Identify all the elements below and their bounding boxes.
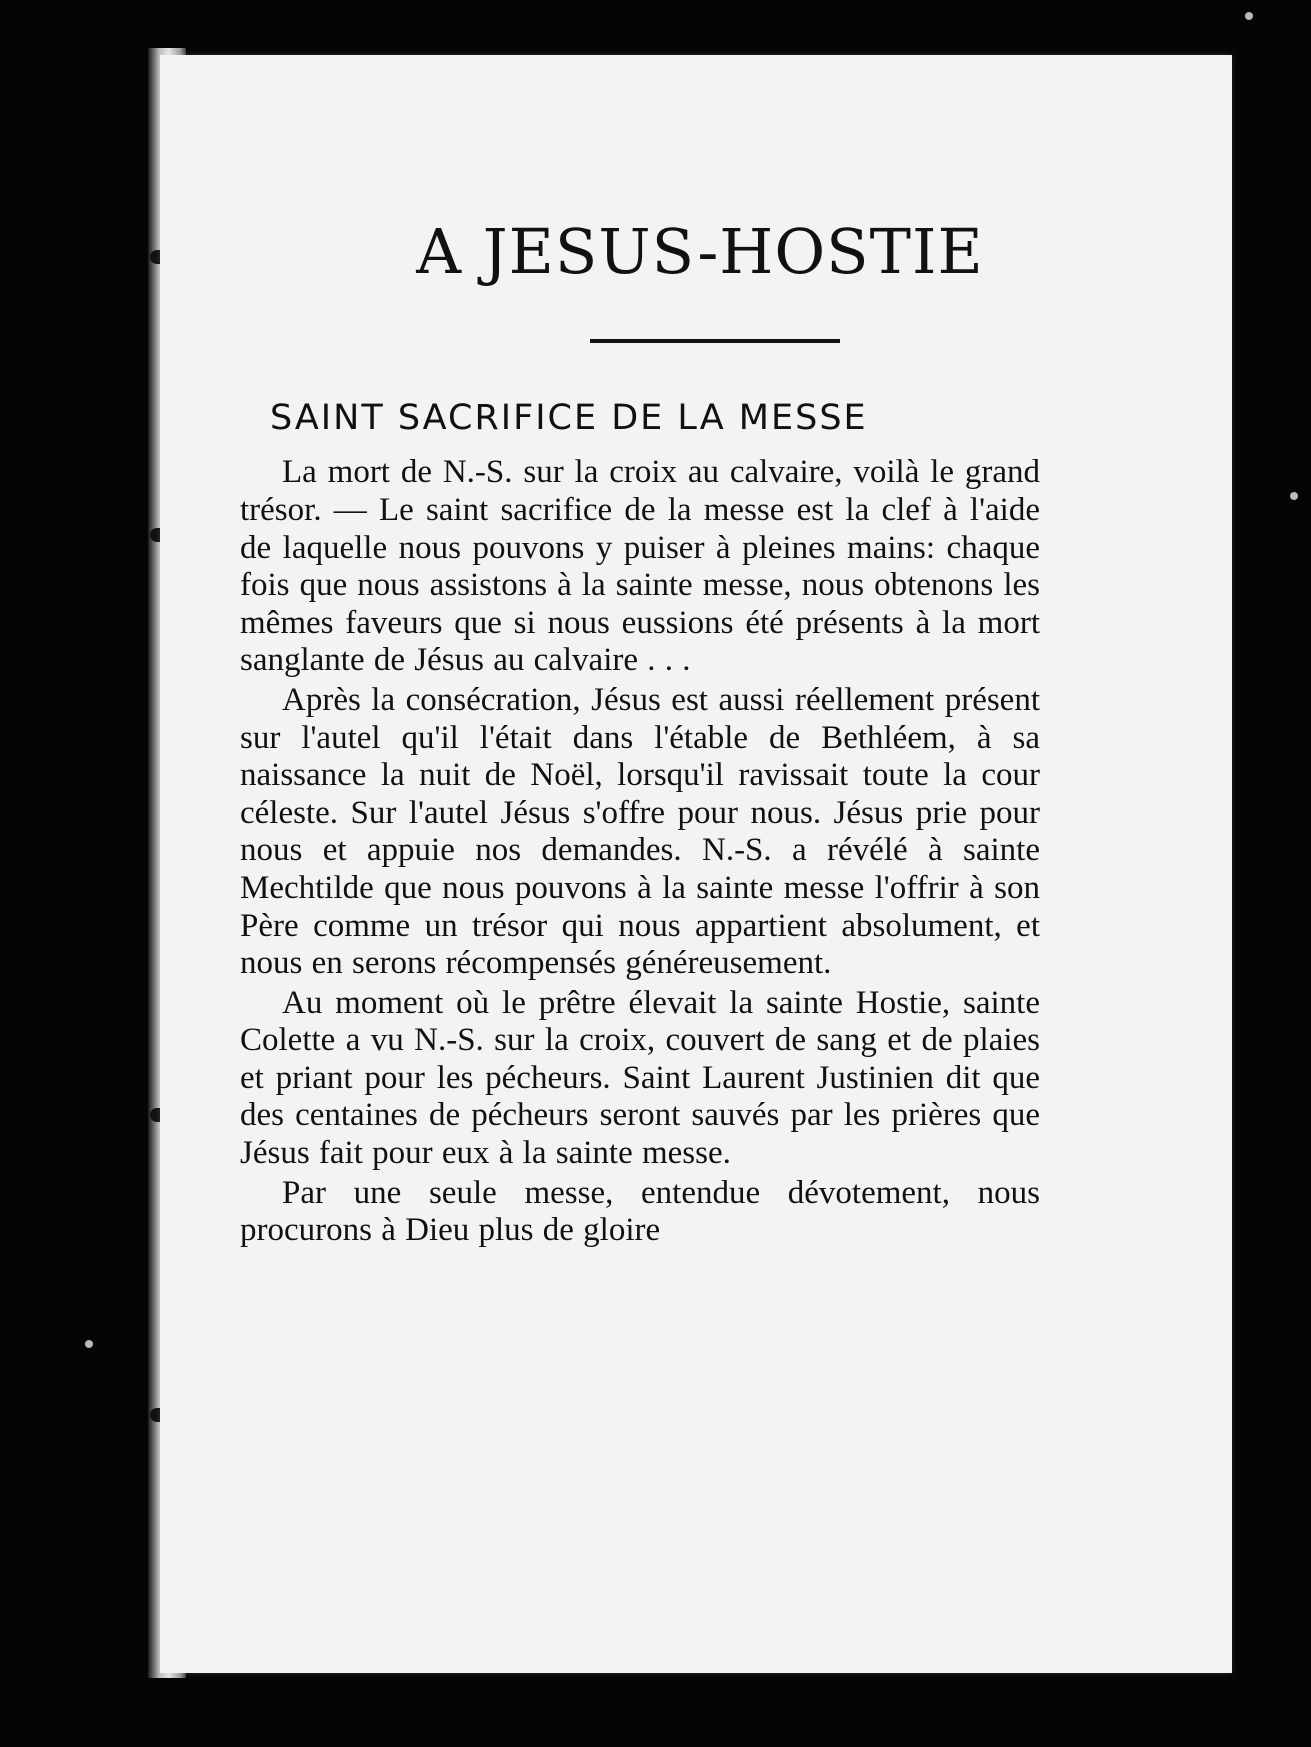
paragraph: Par une seule messe, entendue dévotement, nous procurons à Dieu plus de gloire xyxy=(240,1174,1040,1249)
section-heading: SAINT SACRIFICE DE LA MESSE xyxy=(270,398,868,439)
scan-speck xyxy=(85,1340,93,1348)
paragraph: Au moment où le prêtre élevait la sainte Hostie, sainte Colette a vu N.-S. sur la croix, couvert de sang et de plaies et priant pour les pécheurs. Saint Laurent Justinien dit que des centaines de pécheurs seront sauvés par les prières que Jésus fait pour eux à la sainte messe. xyxy=(240,984,1040,1172)
paragraph: La mort de N.-S. sur la croix au calvaire, voilà le grand trésor. — Le saint sacrifice de la messe est la clef à l'aide de laquelle nous pouvons y puiser à pleines mains: chaque fois que nous assistons à la sainte messe, nous obtenons les mêmes faveurs que si nous eussions été présents à la mort sanglante de Jésus au calvaire . . . xyxy=(240,454,1040,679)
page-content xyxy=(240,215,1040,1250)
scan-speck xyxy=(1245,12,1253,20)
scan-speck xyxy=(1290,492,1298,500)
page-title: A JESUS-HOSTIE xyxy=(416,215,984,288)
title-divider xyxy=(590,339,840,343)
paragraph: Après la consécration, Jésus est aussi réellement présent sur l'autel qu'il l'était dans l'étable de Bethléem, à sa naissance la nuit de Noël, lorsqu'il ravissait toute la cour céleste. Sur l'autel Jésus s'offre pour nous. Jésus prie pour nous et appuie nos demandes. N.-S. a révélé à sainte Mechtilde que nous pouvons à la sainte messe l'offrir à son Père comme un trésor qui nous appartient absolument, et nous en serons récompensés généreusement. xyxy=(240,681,1040,982)
book-page xyxy=(160,55,1232,1673)
